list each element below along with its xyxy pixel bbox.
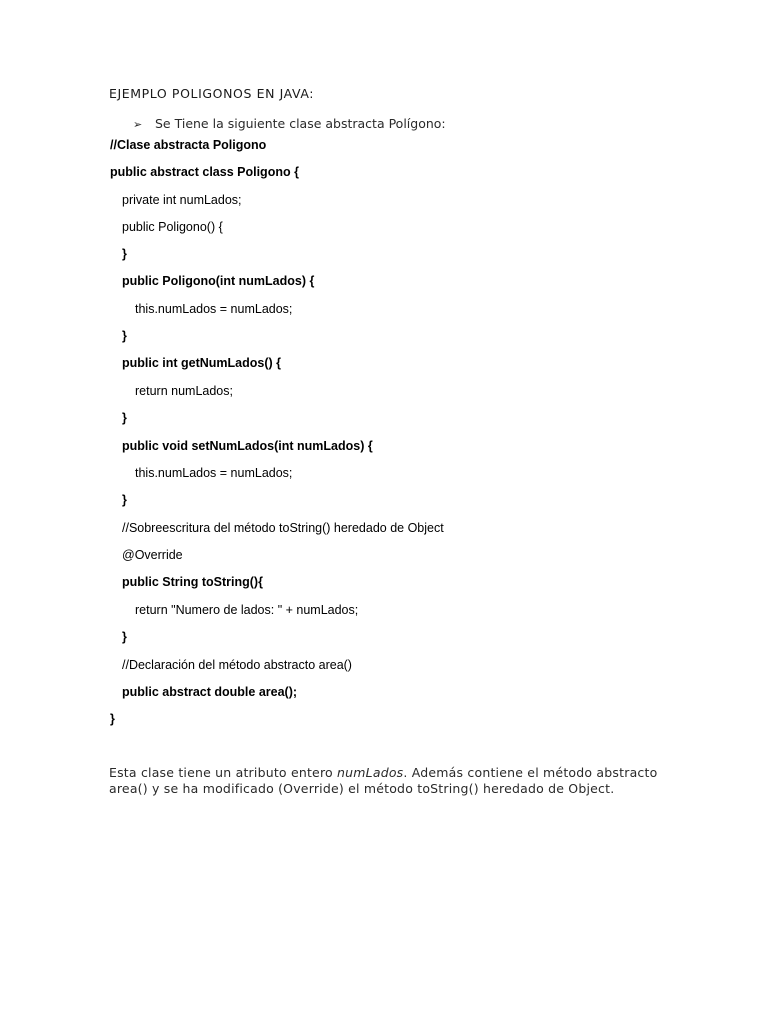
code-line: public Poligono() {: [122, 220, 223, 234]
bullet-text: Se Tiene la siguiente clase abstracta Polígono:: [155, 116, 446, 131]
code-line: }: [122, 630, 127, 644]
code-line: return numLados;: [135, 384, 233, 398]
code-comment: //Clase abstracta Poligono: [110, 138, 267, 152]
code-line: }: [122, 247, 127, 261]
code-comment: //Sobreescritura del método toString() heredado de Object: [122, 521, 444, 535]
code-line: this.numLados = numLados;: [135, 302, 293, 316]
code-line: public void setNumLados(int numLados) {: [122, 439, 373, 453]
code-line: return "Numero de lados: " + numLados;: [135, 603, 359, 617]
code-annotation: @Override: [122, 548, 183, 562]
arrow-bullet-icon: ➢: [133, 118, 143, 131]
summary-paragraph: [109, 765, 669, 796]
code-line: this.numLados = numLados;: [135, 466, 293, 480]
code-line: public String toString(){: [122, 575, 263, 589]
code-line: public abstract double area();: [122, 685, 298, 699]
code-line: private int numLados;: [122, 193, 242, 207]
code-line: }: [122, 329, 127, 343]
document-heading: EJEMPLO POLIGONOS EN JAVA:: [109, 86, 315, 101]
code-line: public int getNumLados() {: [122, 356, 282, 370]
summary-text: . Además contiene el método abstracto area() y se ha modificado (Override) el método toString() heredado de Object.: [109, 765, 658, 796]
code-line: }: [122, 493, 127, 507]
code-comment: //Declaración del método abstracto area(): [122, 658, 352, 672]
code-line: public Poligono(int numLados) {: [122, 274, 315, 288]
summary-emphasis: numLados: [337, 765, 404, 780]
code-line: }: [122, 411, 127, 425]
code-line: public abstract class Poligono {: [110, 165, 299, 179]
code-line: }: [110, 712, 115, 726]
summary-text: Esta clase tiene un atributo entero: [109, 765, 338, 780]
bullet-item: [133, 116, 446, 131]
